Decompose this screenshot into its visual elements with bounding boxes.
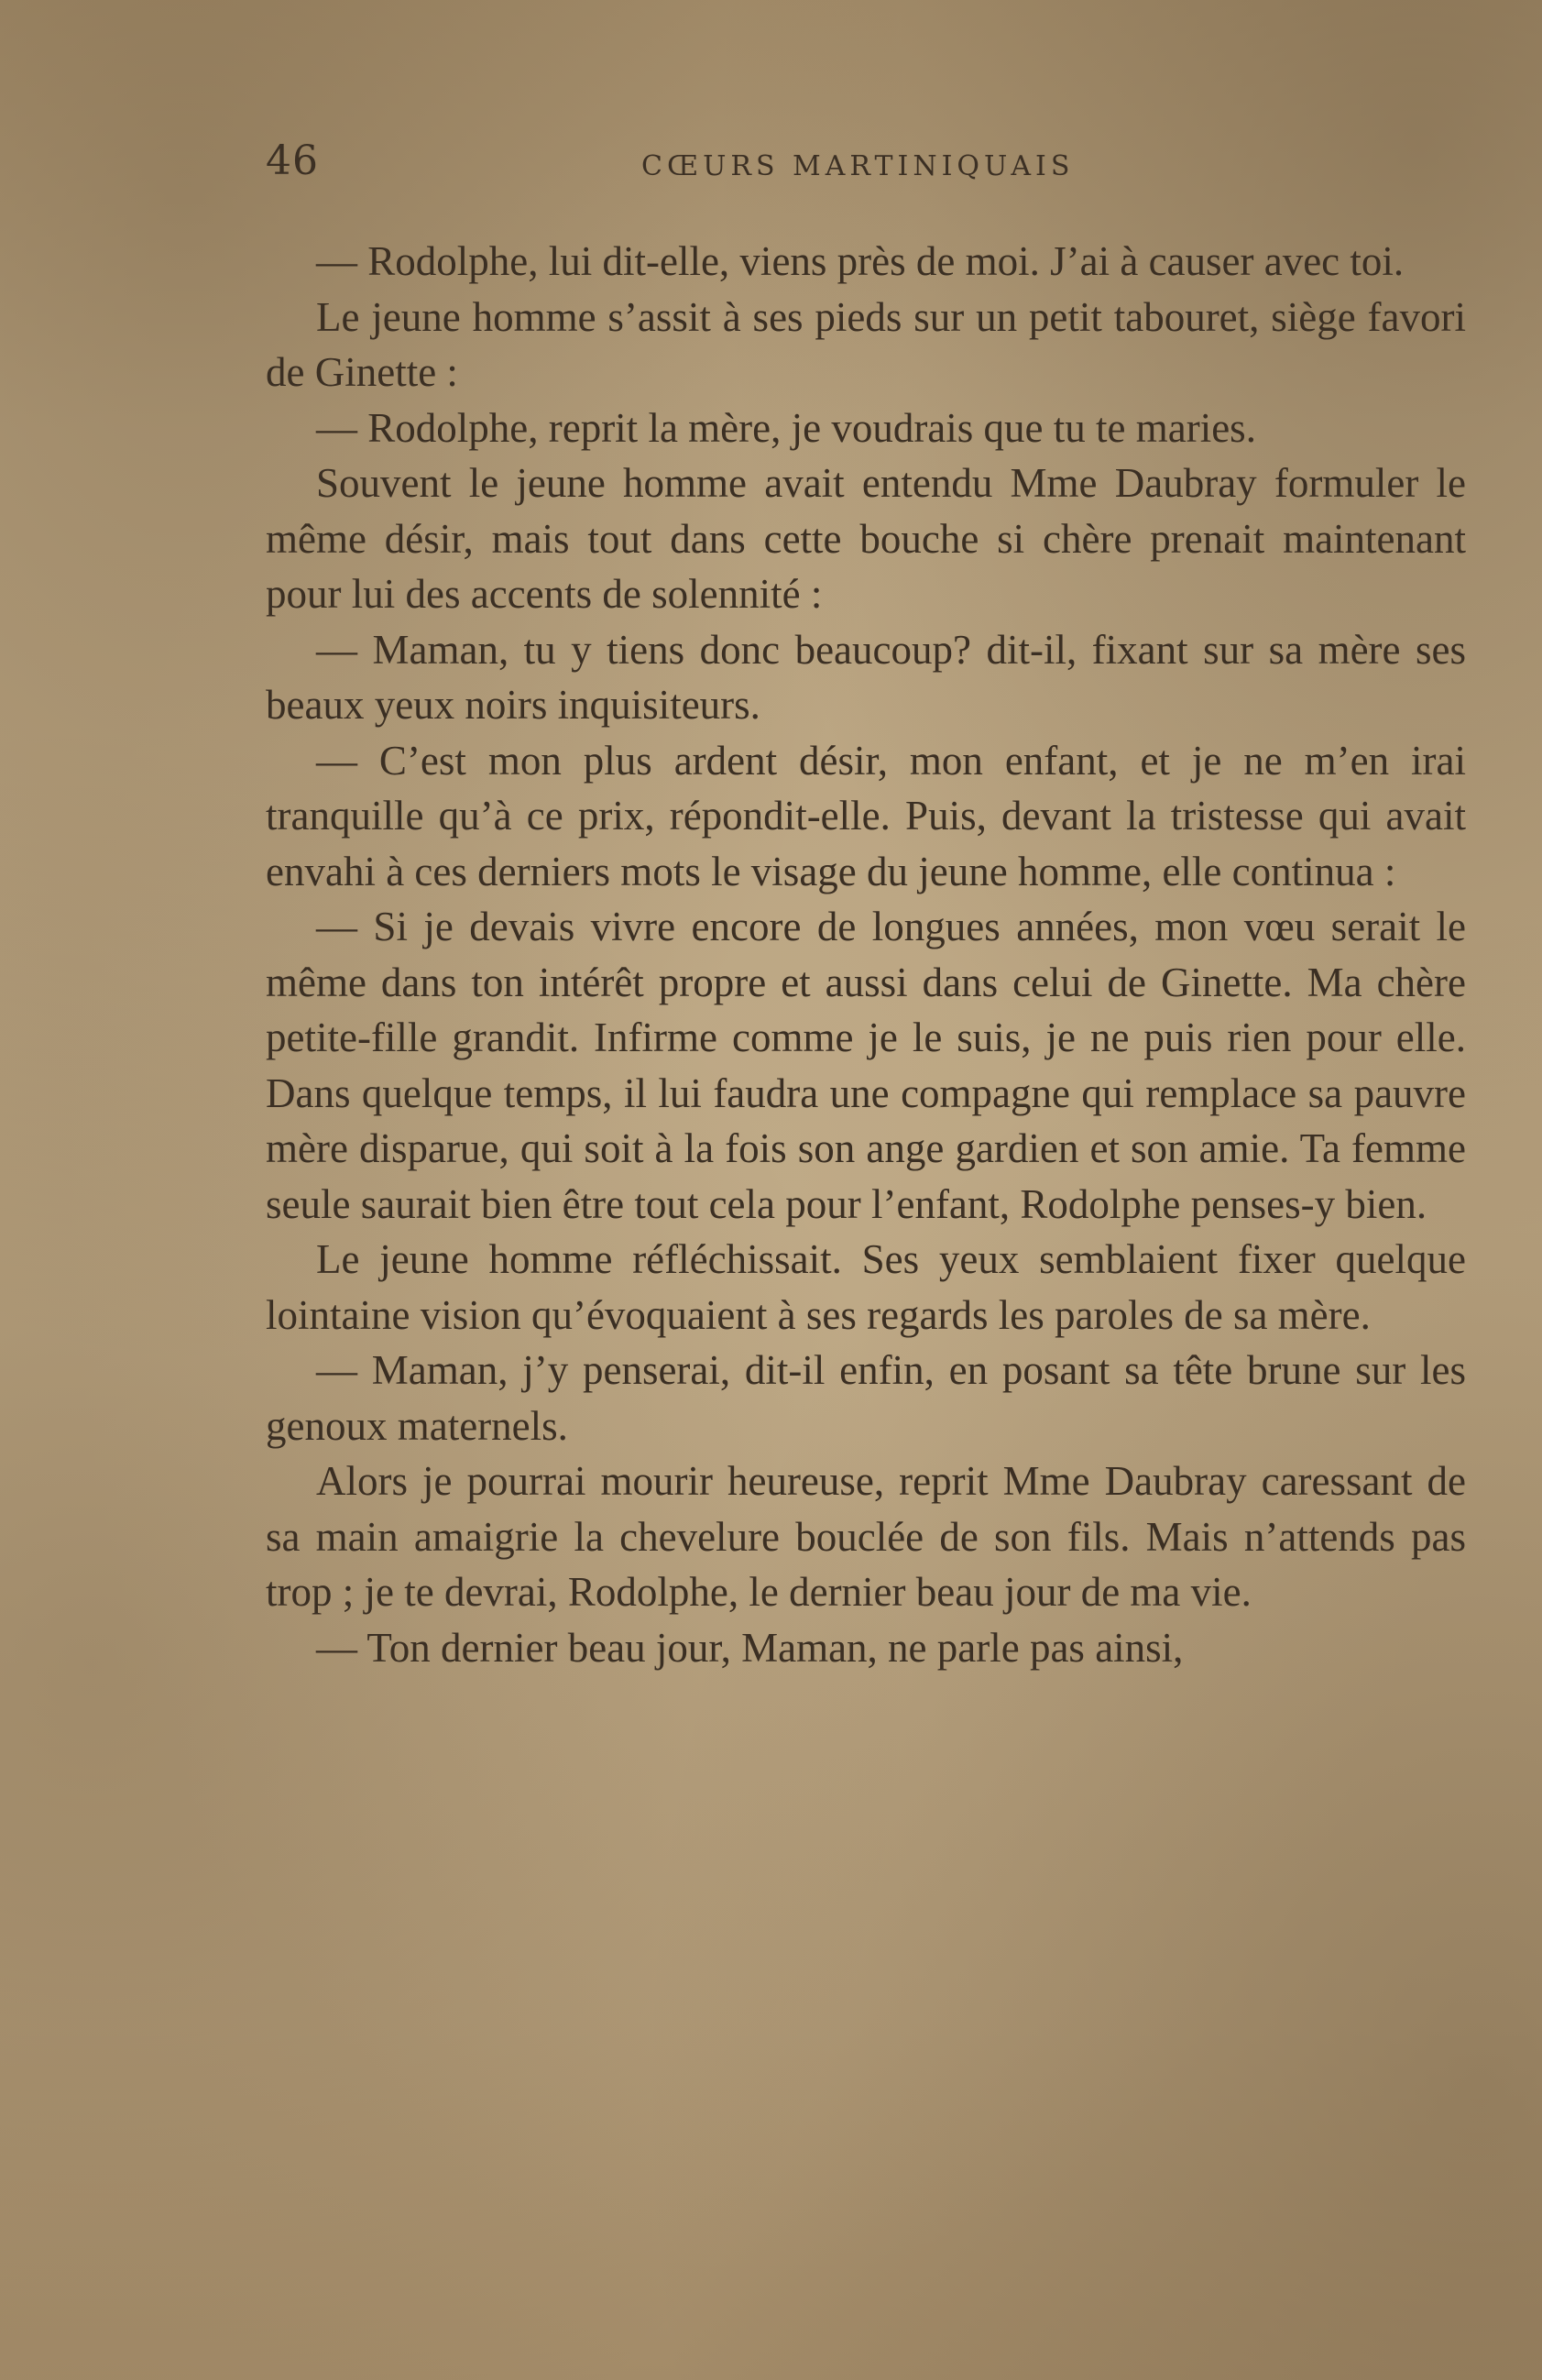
running-title: CŒURS MARTINIQUAIS	[641, 150, 1075, 182]
paragraph: — Si je devais vivre encore de longues années, mon vœu serait le même dans ton intérêt propre et aussi dans celui de Ginette. Ma chère petite-fille grandit. Infirme comme je le suis, je ne puis rien pour elle. Dans quelque temps, il lui faudra une compagne qui remplace sa pauvre mère disparue, qui soit à la fois son ange gardien et son amie. Ta femme seule saurait bien être tout cela pour l’enfant, Rodolphe penses-y bien.	[266, 904, 1466, 1227]
page-number: 46	[266, 137, 319, 184]
paragraph: — C’est mon plus ardent désir, mon enfant, et je ne m’en irai tranquille qu’à ce prix, répondit-elle. Puis, devant la tristesse qui avait envahi à ces derniers mots le visage du jeune homme, elle continua :	[266, 737, 1466, 894]
paragraph: Alors je pourrai mourir heureuse, reprit Mme Daubray caressant de sa main amaigrie la chevelure bouclée de son fils. Mais n’attends pas trop ; je te devrai, Rodolphe, le dernier beau jour de ma vie.	[266, 1458, 1466, 1615]
running-head	[266, 137, 1466, 202]
paragraph: — Ton dernier beau jour, Maman, ne parle pas ainsi,	[316, 1624, 1184, 1671]
paragraph: — Maman, j’y penserai, dit-il enfin, en posant sa tête brune sur les genoux maternels.	[266, 1347, 1466, 1449]
paragraph: Le jeune homme réfléchissait. Ses yeux semblaient fixer quelque lointaine vision qu’évoquaient à ses regards les paroles de sa mère.	[266, 1236, 1466, 1338]
body-text	[266, 234, 1466, 1675]
paragraph: — Maman, tu y tiens donc beaucoup? dit-il, fixant sur sa mère ses beaux yeux noirs inquisiteurs.	[266, 626, 1466, 728]
paragraph: — Rodolphe, lui dit-elle, viens près de moi. J’ai à causer avec toi.	[316, 238, 1405, 284]
paragraph: Souvent le jeune homme avait entendu Mme Daubray formuler le même désir, mais tout dans cette bouche si chère prenait maintenant pour lui des accents de solennité :	[266, 460, 1466, 617]
paragraph: Le jeune homme s’assit à ses pieds sur un petit tabouret, siège favori de Ginette :	[266, 293, 1466, 395]
paragraph: — Rodolphe, reprit la mère, je voudrais que tu te maries.	[316, 404, 1256, 451]
